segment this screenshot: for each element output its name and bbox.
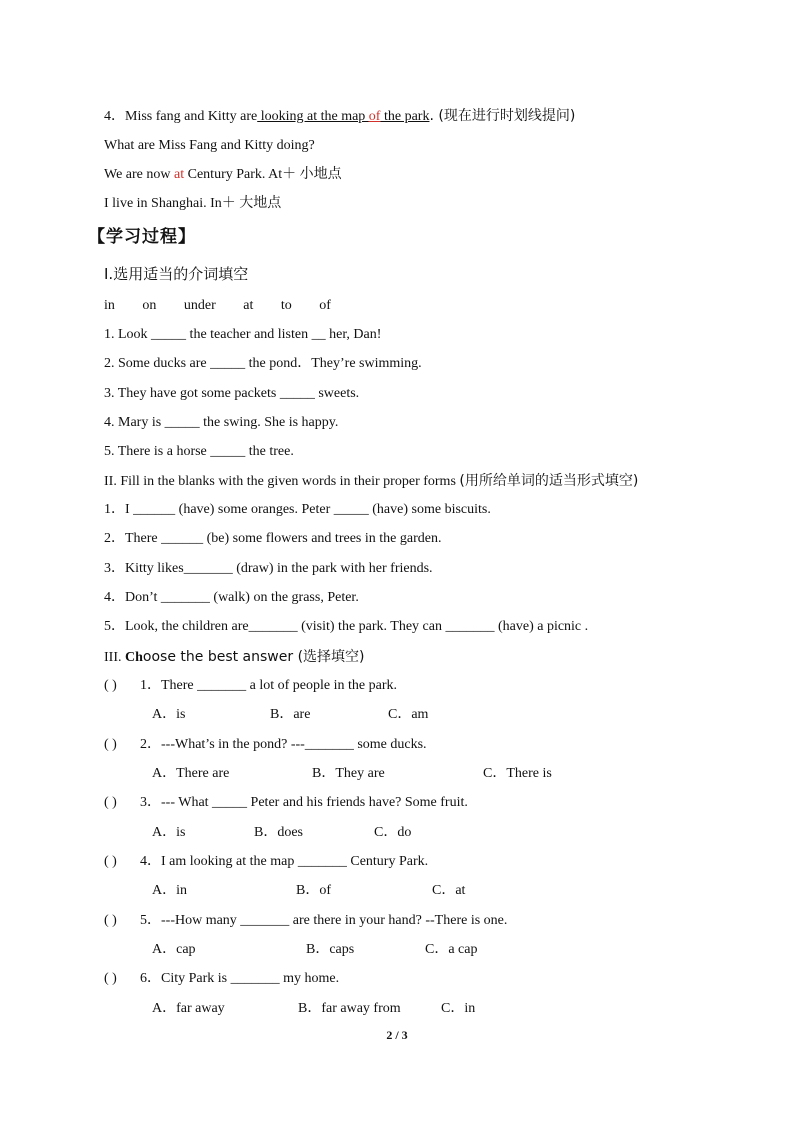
note-at-pre: We are now (104, 167, 175, 182)
part3-title-pre: III. (104, 650, 125, 665)
option-a: A．far away (152, 1001, 225, 1016)
option-c: C．in (441, 1001, 476, 1016)
option-c: C．at (432, 883, 466, 898)
part2-title-cn: (用所给单词的适当形式填空) (459, 473, 639, 489)
question-text: 6．City Park is _______ my home. (140, 971, 340, 986)
part1-item: 3. They have got some packets _____ sweets. (104, 386, 360, 401)
note-at-post: Century Park. At＋ 小地点 (184, 167, 342, 182)
option-b: B．does (254, 825, 303, 840)
question-text: 1．There _______ a lot of people in the park. (140, 678, 397, 693)
part2-item: 2．There ______ (be) some flowers and trees in the garden. (104, 531, 442, 546)
option-a: A．There are (152, 766, 230, 781)
option-c: C．There is (483, 766, 552, 781)
part1-item: 2. Some ducks are _____ the pond．They’re swimming. (104, 356, 422, 371)
note-4 (104, 107, 575, 126)
part3-title-post: oose the best answer (选择填空) (142, 649, 365, 665)
option-a: A．is (152, 707, 186, 722)
word-bank-item: in (104, 298, 115, 313)
part3-title-bold: Ch (125, 650, 143, 665)
question-text: 5．---How many _______ are there in your hand? --There is one. (140, 913, 508, 928)
option-a: A．is (152, 825, 186, 840)
question-text: 4．I am looking at the map _______ Century Park. (140, 854, 429, 869)
part2-title-en: II. Fill in the blanks with the given words in their proper forms (104, 474, 460, 489)
answer-blank[interactable]: ( ) (104, 913, 117, 928)
part2-item: 1．I ______ (have) some oranges. Peter _____ (have) some biscuits. (104, 502, 491, 517)
part2-item: 3．Kitty likes_______ (draw) in the park with her friends. (104, 561, 433, 576)
note-in: I live in Shanghai. In＋ 大地点 (104, 196, 282, 211)
page-number: 2 / 3 (386, 1028, 408, 1042)
answer-blank[interactable]: ( ) (104, 795, 117, 810)
option-b: B．far away from (298, 1001, 401, 1016)
question-text: 3．--- What _____ Peter and his friends have? Some fruit. (140, 795, 468, 810)
part1-item: 1. Look _____ the teacher and listen __ her, Dan! (104, 327, 382, 342)
option-b: B．of (296, 883, 331, 898)
option-b: B．caps (306, 942, 355, 957)
word-bank-item: under (183, 298, 216, 313)
option-a: A．cap (152, 942, 196, 957)
part1-title: I.选用适当的介词填空 (104, 265, 249, 283)
word-bank-item: at (243, 298, 254, 313)
answer-blank[interactable]: ( ) (104, 737, 117, 752)
word-bank-item: to (280, 298, 292, 313)
part2-item: 5．Look, the children are_______ (visit) the park. They can _______ (have) a picnic . (104, 619, 589, 634)
part2-title (104, 472, 638, 491)
note-answer: What are Miss Fang and Kitty doing? (104, 138, 315, 153)
option-c: C．am (388, 707, 429, 722)
option-c: C．a cap (425, 942, 478, 957)
note-4-prefix: 4．Miss fang and Kitty are (104, 109, 258, 124)
part1-item: 4. Mary is _____ the swing. She is happy. (104, 415, 339, 430)
section-heading: 【学习过程】 (88, 227, 196, 247)
option-b: B．They are (312, 766, 385, 781)
question-text: 2．---What’s in the pond? ---_______ some ducks. (140, 737, 427, 752)
word-bank-item: on (142, 298, 157, 313)
part1-item: 5. There is a horse _____ the tree. (104, 444, 294, 459)
answer-blank[interactable]: ( ) (104, 971, 117, 986)
note-4-underline-a: looking at the map (257, 109, 369, 124)
note-4-red-of: of (368, 109, 381, 124)
answer-blank[interactable]: ( ) (104, 854, 117, 869)
option-a: A．in (152, 883, 187, 898)
note-at (104, 166, 342, 184)
option-b: B．are (270, 707, 311, 722)
note-at-red: at (174, 167, 185, 182)
note-4-underline-b: the park (380, 109, 430, 124)
word-bank-item: of (319, 298, 331, 313)
part3-title (104, 648, 365, 667)
word-bank (104, 297, 355, 315)
option-c: C．do (374, 825, 412, 840)
note-4-suffix: . (现在进行时划线提问) (429, 108, 576, 124)
part2-item: 4．Don’t _______ (walk) on the grass, Peter. (104, 590, 359, 605)
answer-blank[interactable]: ( ) (104, 678, 117, 693)
